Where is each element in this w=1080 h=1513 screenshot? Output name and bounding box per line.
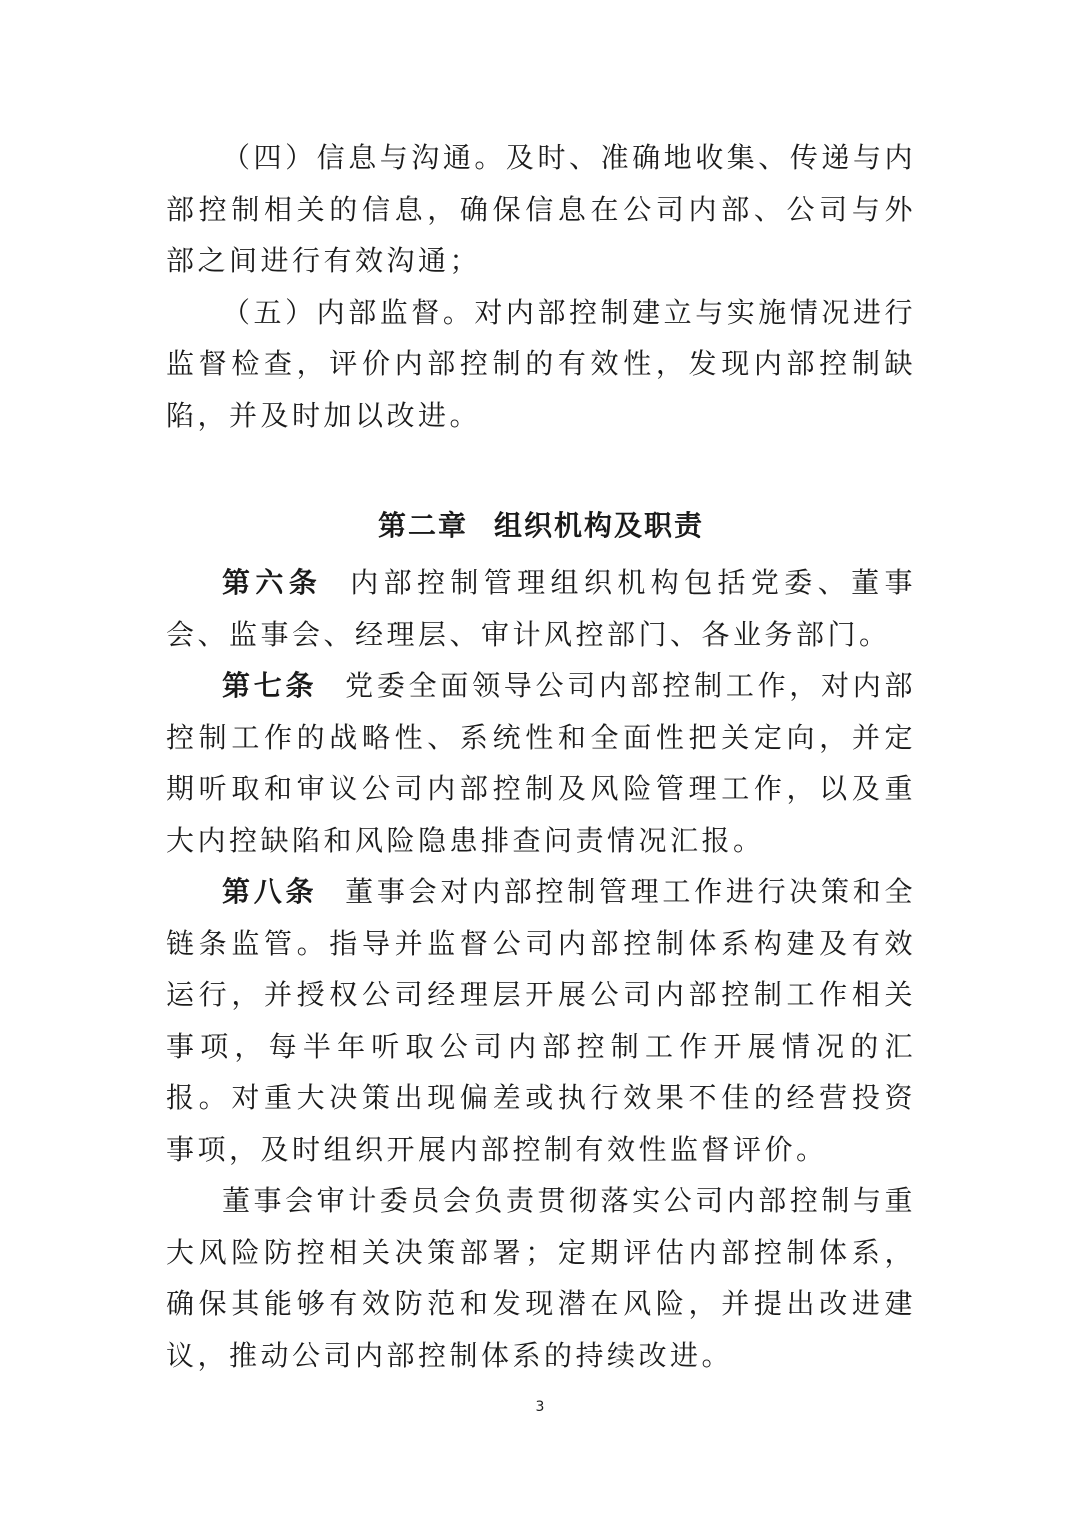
article-label: 第八条 [222, 875, 318, 908]
article-text: 内部控制管理组织机构包括党委、董事会、监事会、经理层、审计风控部门、各业务部门。 [166, 566, 916, 651]
article-label: 第七条 [222, 669, 318, 702]
document-body [166, 132, 916, 1381]
article-text: 党委全面领导公司内部控制工作，对内部控制工作的战略性、系统性和全面性把关定向，并定期听取和审议公司内部控制及风险管理工作，以及重大内控缺陷和风险隐患排查问责情况汇报。 [166, 669, 916, 857]
article-6 [166, 557, 916, 660]
paragraph-internal-supervision: （五）内部监督。对内部控制建立与实施情况进行监督检查，评价内部控制的有效性，发现内部控制缺陷，并及时加以改进。 [166, 295, 916, 432]
article-text: 董事会对内部控制管理工作进行决策和全链条监管。指导并监督公司内部控制体系构建及有效运行，并授权公司经理层开展公司内部控制工作相关事项，每半年听取公司内部控制工作开展情况的汇报。对重大决策出现偏差或执行效果不佳的经营投资事项，及时组织开展内部控制有效性监督评价。 [166, 875, 916, 1166]
chapter-title: 组织机构及职责 [494, 509, 705, 542]
paragraph-audit-committee: 董事会审计委员会负责贯彻落实公司内部控制与重大风险防控相关决策部署；定期评估内部控制体系，确保其能够有效防范和发现潜在风险，并提出改进建议，推动公司内部控制体系的持续改进。 [166, 1184, 916, 1372]
chapter-number: 第二章 [377, 509, 468, 542]
article-label: 第六条 [222, 566, 323, 599]
article-8 [166, 866, 916, 1175]
page-number: 3 [535, 1399, 545, 1415]
article-7 [166, 660, 916, 866]
chapter-heading [166, 501, 916, 551]
paragraph-information-communication: （四）信息与沟通。及时、准确地收集、传递与内部控制相关的信息，确保信息在公司内部、公司与外部之间进行有效沟通； [166, 141, 916, 277]
